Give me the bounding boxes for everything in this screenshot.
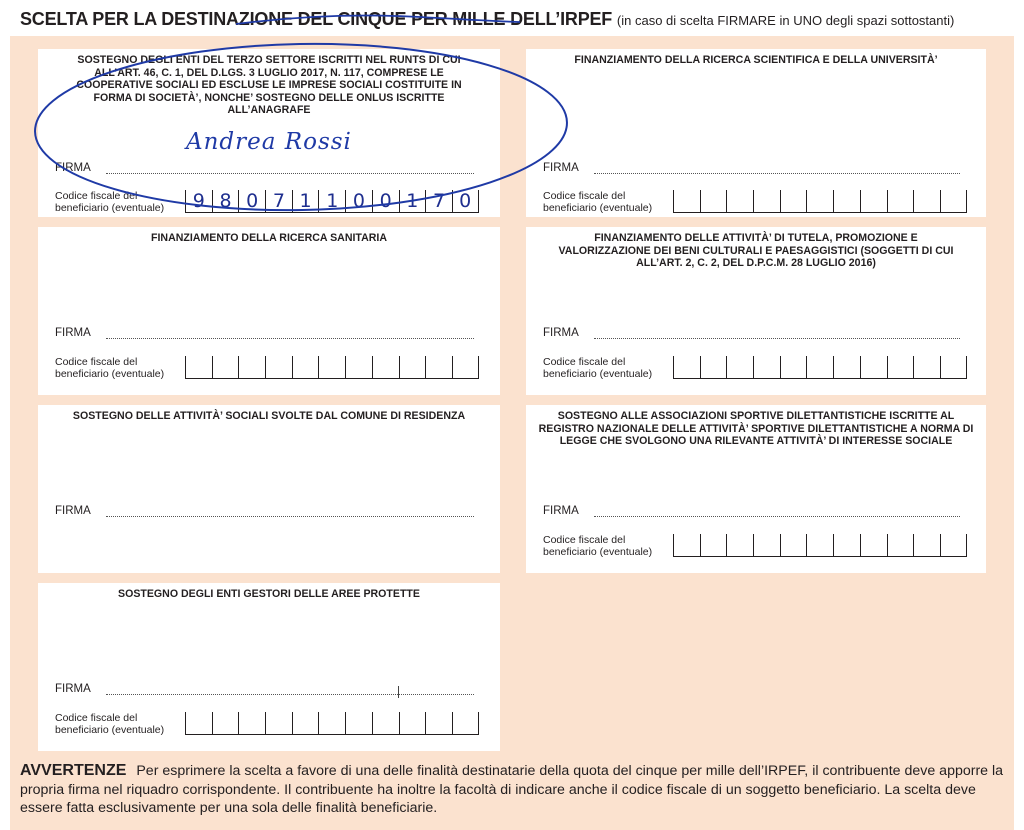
circle-annotation — [34, 39, 569, 214]
firma-label: FIRMA — [55, 327, 91, 339]
box-title: SOSTEGNO ALLE ASSOCIAZIONI SPORTIVE DILETTANTISTICHE ISCRITTE AL REGISTRO NAZIONALE DELLE ATTIVITÀ’ SPORTIVE DILETTANTISTICHE A NORMA DI LEGGE CHE SVOLGONO UNA RILEVANTE ATTIVITÀ’ DI INTERESSE SOCIALE — [538, 410, 974, 447]
box-title: FINANZIAMENTO DELLE ATTIVITÀ’ DI TUTELA, PROMOZIONE E VALORIZZAZIONE DEI BENI CULTURALI E PAESAGGISTICI (SOGGETTI DI CUI ALL’ART. 2, C. 2, DEL D.P.C.M. 28 LUGLIO 2016) — [558, 232, 954, 269]
cf-digit[interactable]: 1 — [318, 190, 345, 212]
box-title: SOSTEGNO DELLE ATTIVITÀ’ SOCIALI SVOLTE DAL COMUNE DI RESIDENZA — [72, 410, 466, 422]
firma-label: FIRMA — [543, 162, 579, 174]
cf-digit[interactable]: 7 — [265, 190, 292, 212]
cf-digit[interactable]: 7 — [425, 190, 452, 212]
strike-through-line — [236, 16, 520, 24]
cf-digit[interactable]: 0 — [372, 190, 399, 212]
firma-label: FIRMA — [55, 683, 91, 695]
cf-digit[interactable]: 0 — [345, 190, 372, 212]
cf-label: Codice fiscale del beneficiario (eventuale) — [543, 190, 653, 214]
box-title: FINANZIAMENTO DELLA RICERCA SCIENTIFICA E DELLA UNIVERSITÀ’ — [574, 54, 938, 66]
avvertenze-note — [20, 762, 1010, 818]
handwritten-signature: Andrea Rossi — [186, 129, 352, 155]
box-title: FINANZIAMENTO DELLA RICERCA SANITARIA — [151, 232, 387, 244]
avvertenze-text: Per esprimere la scelta a favore di una delle finalità destinatarie della quota del cinque per mille dell’IRPEF, il contribuente deve apporre la propria firma nel riquadro corrispondente. Il contribuente ha inoltre la facoltà di indicare anche il codice fiscale di un soggetto beneficiario. La scelta deve essere fatta esclusivamente per una sola delle finalità beneficiarie. — [20, 763, 1004, 816]
form-title: SCELTA PER LA DESTINAZIONE DEL CINQUE PER MILLE DELL’IRPEF — [20, 9, 613, 29]
cf-digit[interactable]: 8 — [212, 190, 239, 212]
box-title: SOSTEGNO DEGLI ENTI GESTORI DELLE AREE PROTETTE — [118, 588, 420, 600]
cf-label: Codice fiscale del beneficiario (eventuale) — [55, 712, 165, 736]
box-title: SOSTEGNO DEGLI ENTI DEL TERZO SETTORE ISCRITTI NEL RUNTS DI CUI ALL’ART. 46, C. 1, DEL D.LGS. 3 LUGLIO 2017, N. 117, COMPRESE LE COOPERATIVE SOCIALI ED ESCLUSE LE IMPRESE SOCIALI COSTITUITE IN FORMA DI SOCIETÀ’, NONCHE’ SOSTEGNO DELLE ONLUS ISCRITTE ALL’ANAGRAFE — [76, 54, 462, 116]
firma-label: FIRMA — [55, 505, 91, 517]
firma-label: FIRMA — [543, 327, 579, 339]
avvertenze-heading: AVVERTENZE — [20, 762, 127, 779]
cf-label: Codice fiscale del beneficiario (eventuale) — [55, 190, 165, 214]
cf-digit[interactable]: 0 — [238, 190, 265, 212]
cf-digit[interactable]: 9 — [185, 190, 212, 212]
cf-label: Codice fiscale del beneficiario (eventuale) — [543, 356, 653, 380]
cf-digit[interactable]: 1 — [292, 190, 319, 212]
cf-label: Codice fiscale del beneficiario (eventuale) — [55, 356, 165, 380]
firma-label: FIRMA — [543, 505, 579, 517]
form-subtitle: (in caso di scelta FIRMARE in UNO degli spazi sottostanti) — [616, 13, 955, 28]
firma-label: FIRMA — [55, 162, 91, 174]
cf-digit[interactable]: 0 — [452, 190, 479, 212]
cf-label: Codice fiscale del beneficiario (eventuale) — [543, 534, 653, 558]
cf-digit[interactable]: 1 — [399, 190, 426, 212]
